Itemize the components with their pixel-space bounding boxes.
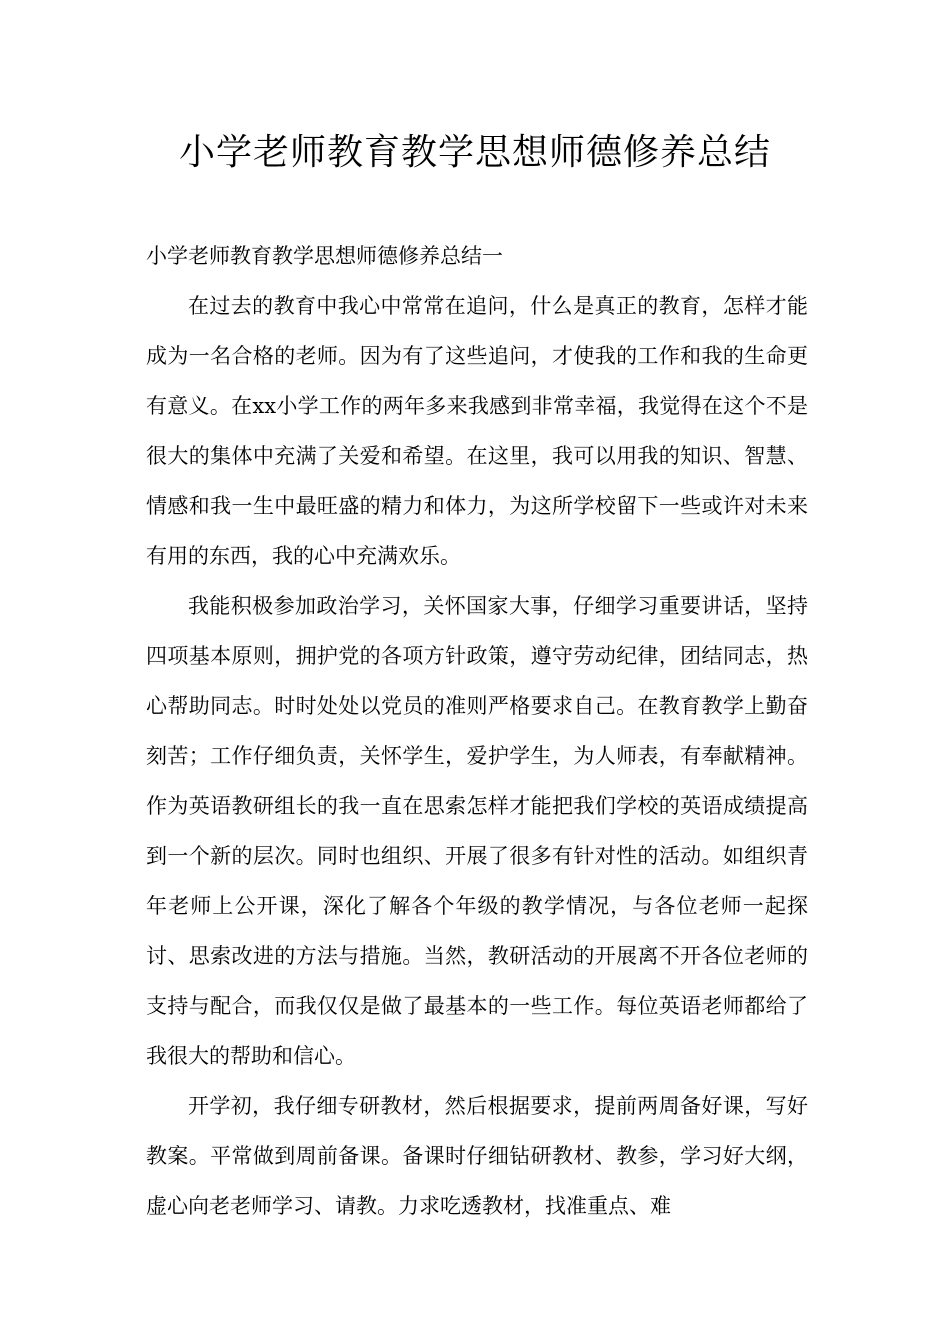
paragraph-3: 开学初，我仔细专研教材，然后根据要求，提前两周备好课，写好教案。平常做到周前备课。备课时仔细钻研教材、教参，学习好大纲，虚心向老老师学习、请教。力求吃透教材，找准重点、难 <box>146 1094 808 1218</box>
document-body <box>146 231 808 1231</box>
section-subtitle: 小学老师教育教学思想师德修养总结一 <box>146 244 503 268</box>
document-title: 小学老师教育教学思想师德修养总结 <box>178 132 771 173</box>
paragraph-1: 在过去的教育中我心中常常在追问，什么是真正的教育，怎样才能成为一名合格的老师。因为有了这些追问，才使我的工作和我的生命更有意义。在xx小学工作的两年多来我感到非常幸福，我觉得在这个不是很大的集体中充满了关爱和希望。在这里，我可以用我的知识、智慧、情感和我一生中最旺盛的精力和体力，为这所学校留下一些或许对未来有用的东西，我的心中充满欢乐。 <box>146 294 808 568</box>
paragraph-2: 我能积极参加政治学习，关怀国家大事，仔细学习重要讲话，坚持四项基本原则，拥护党的各项方针政策，遵守劳动纪律，团结同志，热心帮助同志。时时处处以党员的准则严格要求自己。在教育教学上勤奋刻苦；工作仔细负责，关怀学生，爱护学生，为人师表，有奉献精神。作为英语教研组长的我一直在思索怎样才能把我们学校的英语成绩提高到一个新的层次。同时也组织、开展了很多有针对性的活动。如组织青年老师上公开课，深化了解各个年级的教学情况，与各位老师一起探讨、思索改进的方法与措施。当然，教研活动的开展离不开各位老师的支持与配合，而我仅仅是做了最基本的一些工作。每位英语老师都给了我很大的帮助和信心。 <box>146 594 808 1068</box>
